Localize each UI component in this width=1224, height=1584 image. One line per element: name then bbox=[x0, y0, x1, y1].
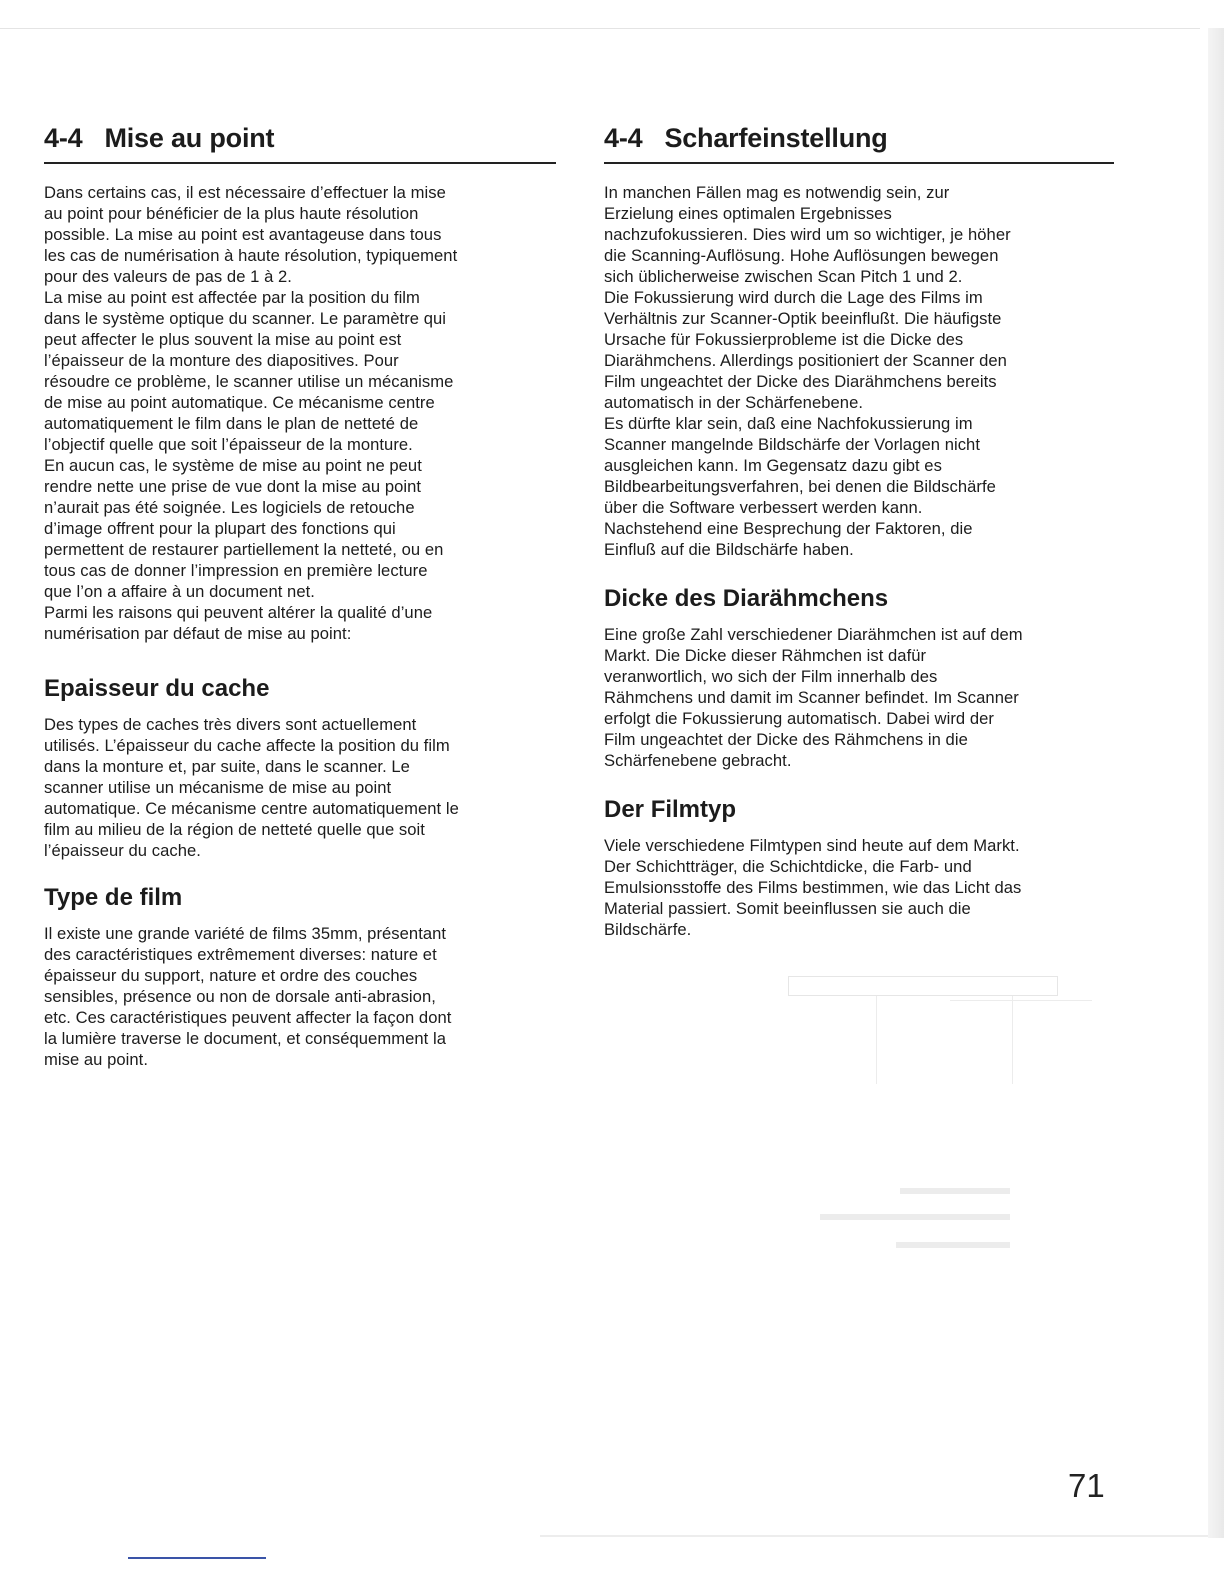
subsection-title: Epaisseur du cache bbox=[44, 675, 270, 702]
bleed-through-box bbox=[788, 976, 1058, 996]
bleed-through-line bbox=[876, 996, 877, 1084]
page-edge-top bbox=[0, 28, 1200, 29]
bleed-through-line bbox=[900, 1188, 1010, 1194]
section-heading bbox=[604, 122, 1114, 164]
bleed-through-line bbox=[1012, 996, 1013, 1084]
intro-paragraph: Dans certains cas, il est nécessaire d’effectuer la mise au point pour bénéficier de la plus haute résolution possible. La mise au point est avantageuse dans tous les cas de numérisation à haute résolution, typiquement pour des valeurs de pas de 1 à 2. La mise au point est affectée par la position du film dans le système optique du scanner. Le paramètre qui peut affecter le plus souvent la mise au point est l’épaisseur de la monture des diapositives. Pour résoudre ce problème, le scanner utilise un mécanisme de mise au point automatique. Ce mécanisme centre automatiquement le film dans le plan de netteté de l’objectif quelle que soit l’épaisseur de la monture. En aucun cas, le système de mise au point ne peut rendre nette une prise de vue dont la mise au point n’aurait pas été soignée. Les logiciels de retouche d’image offrent pour la plupart des fonctions qui permettent de restaurer partiellement la netteté, ou en tous cas de donner l’impression en première lecture que l’on a affaire à un document net. Parmi les raisons qui peuvent altérer la qualité d’une numérisation par défaut de mise au point: bbox=[44, 183, 458, 643]
section-number: 4-4 bbox=[44, 123, 83, 153]
subsection-paragraph: Eine große Zahl verschiedener Diarähmchen ist auf dem Markt. Die Dicke dieser Rähmchen ist dafür veranwortlich, wo sich der Film innerhalb des Rähmchens und damit im Scanner befindet. Im Scanner erfolgt die Fokussierung automatisch. Dabei wird der Film ungeachtet der Dicke des Rähmchens in die Schärfenebene gebracht. bbox=[604, 625, 1023, 770]
subsection-title: Der Filmtyp bbox=[604, 796, 737, 823]
subsection-title: Dicke des Diarähmchens bbox=[604, 585, 889, 612]
section-title: Scharfeinstellung bbox=[664, 123, 888, 153]
section-number: 4-4 bbox=[604, 123, 643, 153]
bleed-through-line bbox=[820, 1214, 1010, 1220]
left-column-french bbox=[44, 122, 556, 1070]
page-edge-right bbox=[1208, 28, 1224, 1538]
subsection-paragraph: Il existe une grande variété de films 35mm, présentant des caractéristiques extrêmement diverses: nature et épaisseur du support, nature et ordre des couches sensibles, présence ou non de dorsale anti-abrasion, etc. Ces caractéristiques peuvent affecter la façon dont la lumière traverse le document, et conséquemment la mise au point. bbox=[44, 924, 452, 1069]
page-edge-bottom bbox=[540, 1535, 1208, 1537]
bleed-through-line bbox=[896, 1242, 1010, 1248]
section-heading bbox=[44, 122, 556, 164]
right-column-german bbox=[604, 122, 1114, 940]
subsection-title: Type de film bbox=[44, 884, 183, 911]
section-title: Mise au point bbox=[104, 123, 275, 153]
footer-rule bbox=[128, 1557, 266, 1559]
subsection-paragraph: Des types de caches très divers sont actuellement utilisés. L’épaisseur du cache affecte la position du film dans la monture et, par suite, dans le scanner. Le scanner utilise un mécanisme de mise au point automatique. Ce mécanisme centre automatiquement le film au milieu de la région de netteté quelle que soit l’épaisseur du cache. bbox=[44, 715, 459, 860]
bleed-through-line bbox=[950, 1000, 1092, 1001]
intro-paragraph: In manchen Fällen mag es notwendig sein, zur Erzielung eines optimalen Ergebnisses nachzufokussieren. Dies wird um so wichtiger, je höher die Scanning-Auflösung. Hohe Auflösungen bewegen sich üblicherweise zwischen Scan Pitch 1 und 2. Die Fokussierung wird durch die Lage des Films im Verhältnis zur Scanner-Optik beeinflußt. Die häufigste Ursache für Fokussierprobleme ist die Dicke des Diarähmchens. Allerdings positioniert der Scanner den Film ungeachtet der Dicke des Diarähmchens bereits automatisch in der Schärfenebene. Es dürfte klar sein, daß eine Nachfokussierung im Scanner mangelnde Bildschärfe der Vorlagen nicht ausgleichen kann. Im Gegensatz dazu gibt es Bildbearbeitungsverfahren, bei denen die Bildschärfe über die Software verbessert werden kann. Nachstehend eine Besprechung der Faktoren, die Einfluß auf die Bildschärfe haben. bbox=[604, 183, 1011, 559]
subsection-paragraph: Viele verschiedene Filmtypen sind heute auf dem Markt. Der Schichtträger, die Schichtdicke, die Farb- und Emulsionsstoffe des Films bestimmen, wie das Licht das Material passiert. Somit beeinflussen sie auch die Bildschärfe. bbox=[604, 836, 1022, 939]
page-number: 71 bbox=[1068, 1467, 1105, 1504]
